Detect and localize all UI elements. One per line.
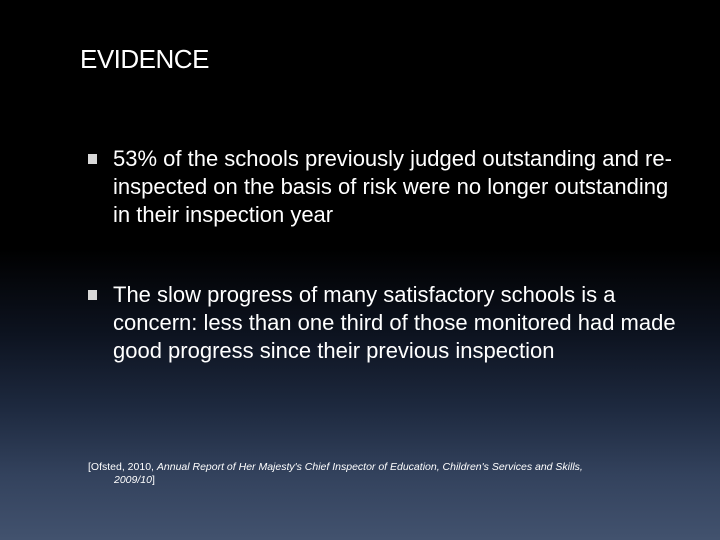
bullet-text: 53% of the schools previously judged outstanding and re-inspected on the basis of risk were no longer outstanding in their inspection year <box>113 146 672 227</box>
citation <box>88 461 668 487</box>
slide-title: EVIDENCE <box>80 44 209 74</box>
bullet-item <box>88 281 688 365</box>
square-bullet-icon <box>88 154 97 164</box>
bullet-list <box>88 145 688 365</box>
citation-suffix: ] <box>151 474 155 486</box>
citation-work-title: Annual Report of Her Majesty's Chief Inspector of Education, Children's Services and Skills, <box>156 461 583 473</box>
bullet-text: The slow progress of many satisfactory schools is a concern: less than one third of those monitored had made good progress since their previous inspection <box>113 282 676 363</box>
citation-years: 2009/10 <box>114 474 152 486</box>
square-bullet-icon <box>88 290 97 300</box>
bullet-item <box>88 145 688 229</box>
citation-prefix: [Ofsted, 2010, <box>88 461 157 473</box>
